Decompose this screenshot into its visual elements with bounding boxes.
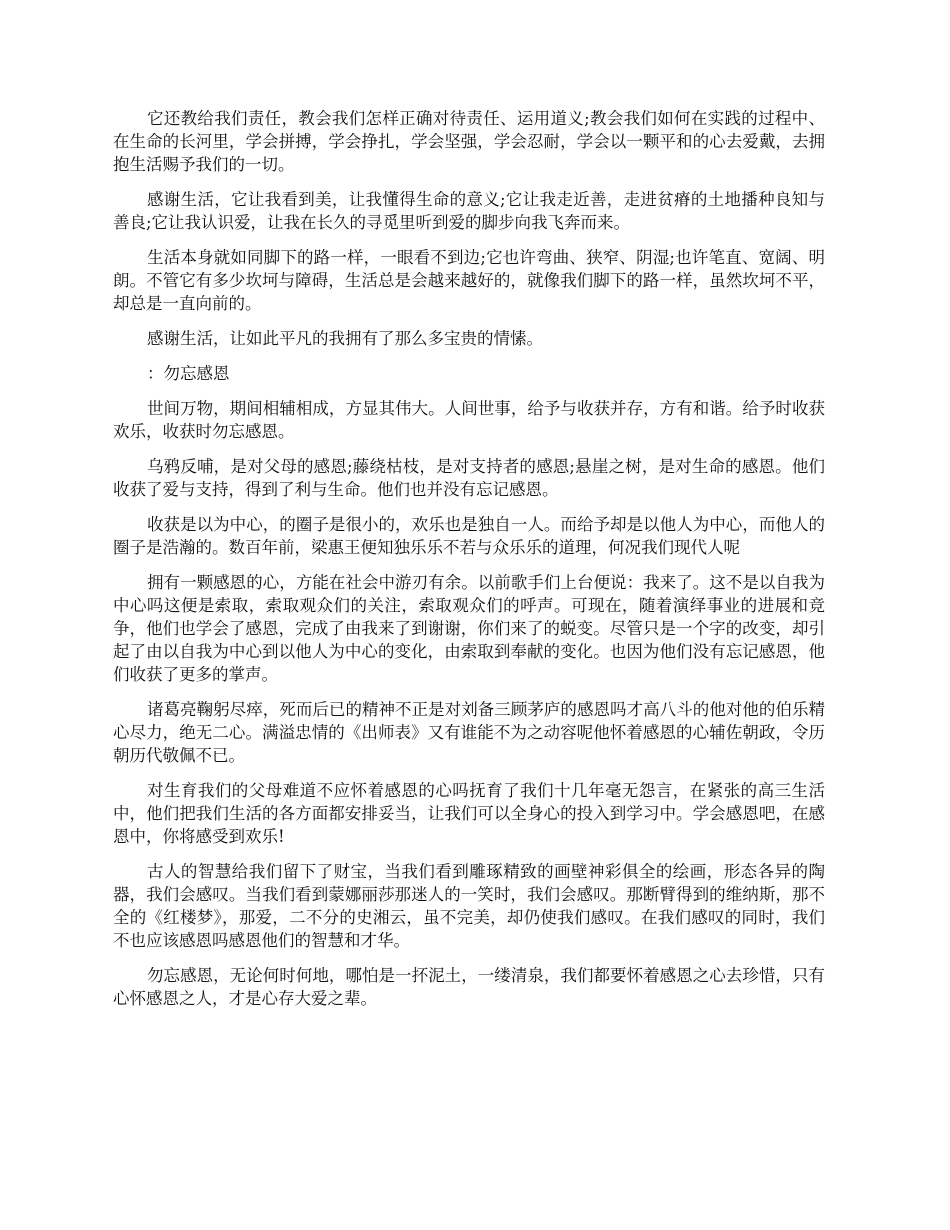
paragraph-zhuge-liang: 诸葛亮鞠躬尽瘁，死而后已的精神不正是对刘备三顾茅庐的感恩吗才高八斗的他对他的伯乐精心尽力，绝无二心。满溢忠情的《出师表》又有谁能不为之动容呢他怀着感恩的心辅佐朝政，令历朝历代敬佩不已。 [113,700,825,765]
paragraph-all-things: 世间万物，期间相辅相成，方显其伟大。人间世事，给予与收获并存，方有和谐。给予时收获欢乐，收获时勿忘感恩。 [113,399,825,441]
paragraph-never-forget: 勿忘感恩，无论何时何地，哪怕是一抔泥土，一缕清泉，我们都要怀着感恩之心去珍惜，只有心怀感恩之人，才是心存大爱之辈。 [113,966,825,1008]
document-body [113,107,825,1010]
paragraph-parents: 对生育我们的父母难道不应怀着感恩的心吗抚育了我们十几年毫无怨言，在紧张的高三生活中，他们把我们生活的各方面都安排妥当，让我们可以全身心的投入到学习中。学会感恩吧，在感恩中，你将感受到欢乐! [113,781,825,846]
paragraph-crow-feeding: 乌鸦反哺，是对父母的感恩;藤绕枯枝，是对支持者的感恩;悬崖之树，是对生命的感恩。他们收获了爱与支持，得到了利与生命。他们也并没有忘记感恩。 [113,457,825,499]
paragraph-life-road: 生活本身就如同脚下的路一样，一眼看不到边;它也许弯曲、狭窄、阴湿;也许笔直、宽阔、明朗。不管它有多少坎坷与障碍，生活总是会越来越好的，就像我们脚下的路一样，虽然坎坷不平，却总是一直向前的。 [113,248,825,313]
section-heading: ：勿忘感恩 [147,364,230,383]
paragraph-giving-center: 收获是以为中心，的圈子是很小的，欢乐也是独自一人。而给予却是以他人为中心，而他人的圈子是浩瀚的。数百年前，梁惠王便知独乐乐不若与众乐乐的道理，何况我们现代人呢 [113,515,825,557]
paragraph-grateful-heart: 拥有一颗感恩的心，方能在社会中游刃有余。以前歌手们上台便说：我来了。这不是以自我为中心吗这便是索取，索取观众们的关注，索取观众们的呼声。可现在，随着演绎事业的进展和竞争，他们也学会了感恩，完成了由我来了到谢谢，你们来了的蜕变。尽管只是一个字的改变，却引起了由以自我为中心到以他人为中心的变化，由索取到奉献的变化。也因为他们没有忘记感恩，他们收获了更多的掌声。 [113,573,825,684]
paragraph-thank-life-beauty: 感谢生活，它让我看到美，让我懂得生命的意义;它让我走近善，走进贫瘠的土地播种良知与善良;它让我认识爱，让我在长久的寻觅里听到爱的脚步向我飞奔而来。 [113,190,825,232]
paragraph-thank-life-emotions: 感谢生活，让如此平凡的我拥有了那么多宝贵的情愫。 [147,329,543,348]
paragraph-responsibility: 它还教给我们责任，教会我们怎样正确对待责任、运用道义;教会我们如何在实践的过程中、在生命的长河里，学会拼搏，学会挣扎，学会坚强，学会忍耐，学会以一颗平和的心去爱戴，去拥抱生活赐予我们的一切。 [113,109,825,174]
paragraph-ancient-wisdom: 古人的智慧给我们留下了财宝，当我们看到雕琢精致的画壁神彩俱全的绘画，形态各异的陶器，我们会感叹。当我们看到蒙娜丽莎那迷人的一笑时，我们会感叹。那断臂得到的维纳斯，那不全的《红楼梦》，那爱，二不分的史湘云，虽不完美，却仍使我们感叹。在我们感叹的同时，我们不也应该感恩吗感恩他们的智慧和才华。 [113,862,825,950]
